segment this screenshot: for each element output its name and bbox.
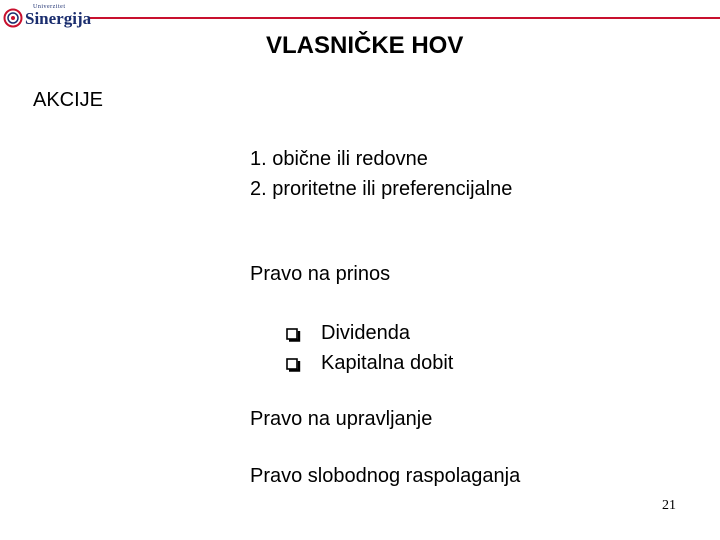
share-types-list [250, 146, 512, 206]
page-number: 21 [662, 498, 676, 513]
right-to-dispose-heading: Pravo slobodnog raspolaganja [250, 465, 521, 487]
logo-emblem-icon [3, 8, 23, 28]
university-logo [3, 2, 92, 32]
logo-name: Sinergija [25, 9, 92, 28]
yield-items-list [286, 318, 453, 378]
header-divider [88, 17, 720, 19]
slide-title: VLASNIČKE HOV [266, 32, 464, 59]
share-type-item: 2. proritetne ili preferencijalne [250, 178, 513, 200]
checkbox-square-icon [286, 356, 301, 371]
right-to-manage-heading: Pravo na upravljanje [250, 408, 433, 430]
list-item [286, 318, 453, 348]
right-to-yield-heading: Pravo na prinos [250, 263, 391, 285]
checkbox-square-icon [286, 326, 301, 341]
list-item [286, 348, 453, 378]
share-type-item: 1. obične ili redovne [250, 148, 428, 170]
slide-subtitle: AKCIJE [33, 89, 104, 111]
logo-university-label: Univerzitet [33, 4, 66, 10]
yield-item-label: Kapitalna dobit [321, 351, 454, 374]
yield-item-label: Dividenda [321, 321, 410, 344]
